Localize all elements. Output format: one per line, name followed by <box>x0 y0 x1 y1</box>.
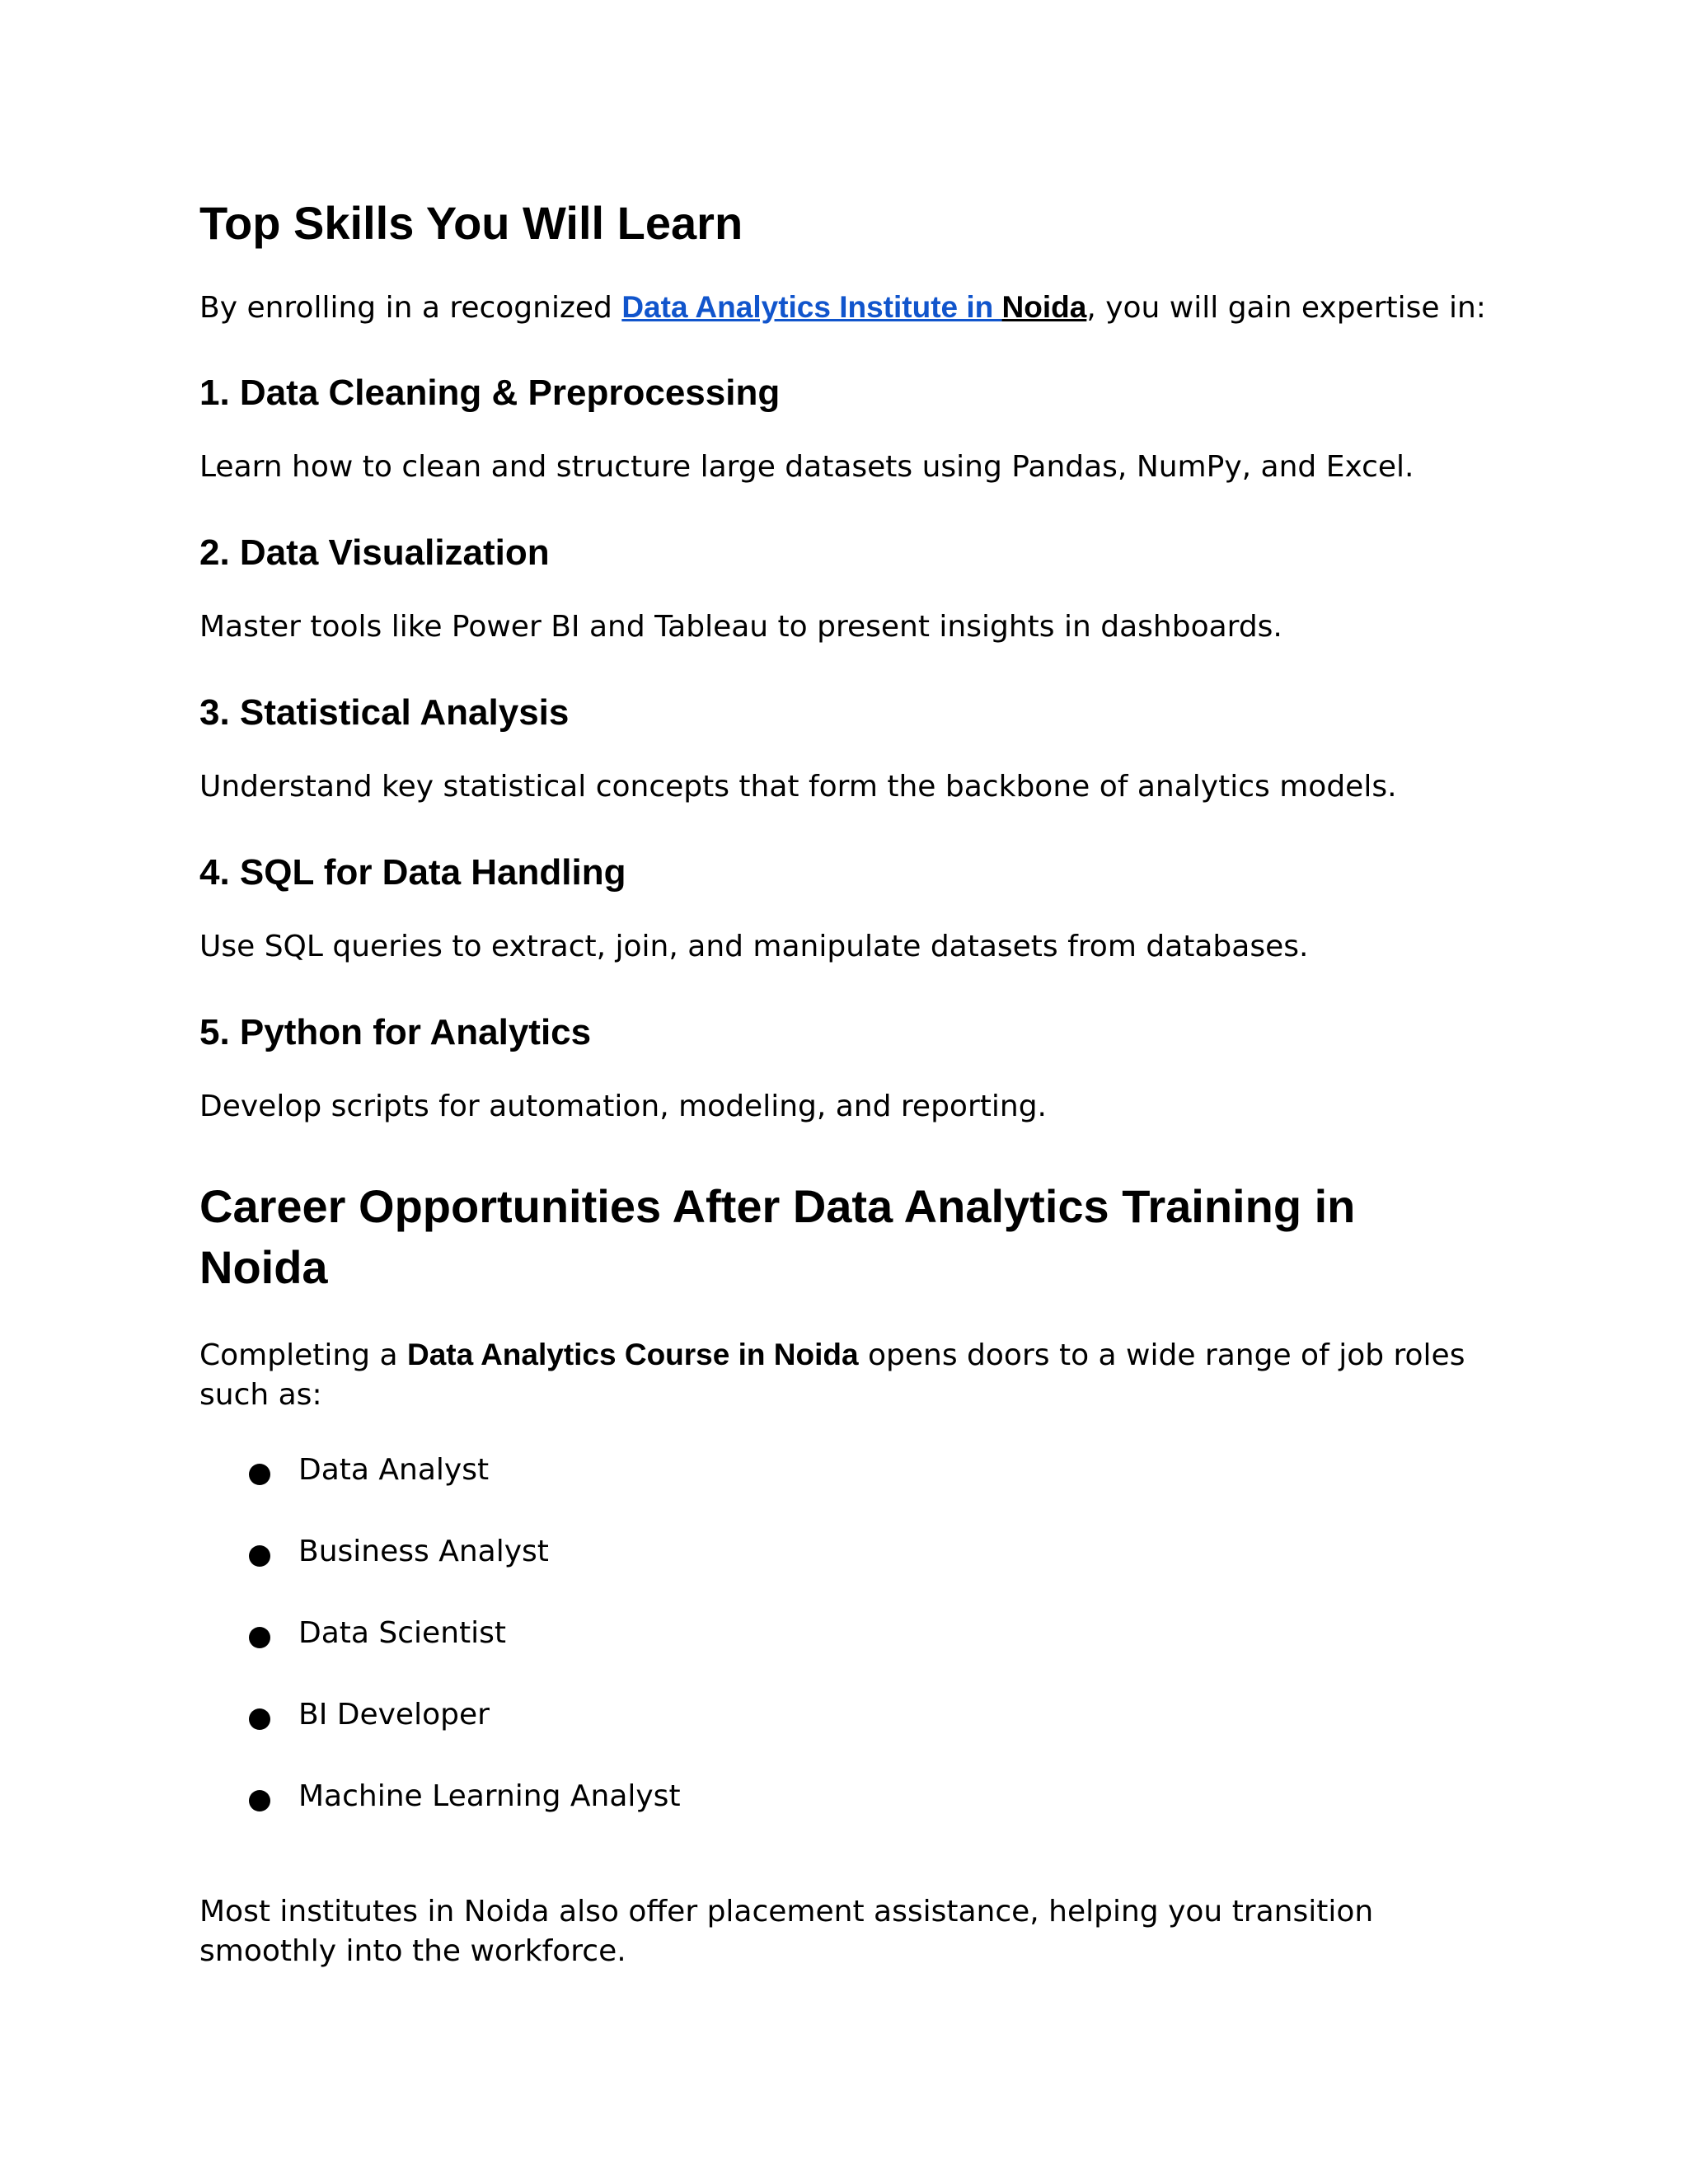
skills-intro-paragraph <box>199 288 1485 328</box>
skill-description: Use SQL queries to extract, join, and manipulate datasets from databases. <box>199 930 1309 963</box>
institute-link[interactable]: Data Analytics Institute in <box>621 290 1002 324</box>
course-name-bold: Data Analytics Course in Noida <box>406 1338 859 1371</box>
skills-intro-text-before: By enrolling in a recognized <box>199 291 622 325</box>
skill-description: Understand key statistical concepts that form the backbone of analytics models. <box>199 770 1397 804</box>
job-role: Machine Learning Analyst <box>298 1779 681 1813</box>
skill-heading: 5. Python for Analytics <box>199 1012 592 1052</box>
bullet-icon <box>249 1627 270 1648</box>
skill-heading: 2. Data Visualization <box>199 532 550 573</box>
skill-description: Develop scripts for automation, modeling, and reporting. <box>199 1090 1047 1123</box>
bullet-icon <box>249 1790 270 1811</box>
skill-heading: 4. SQL for Data Handling <box>199 852 626 893</box>
careers-intro-paragraph <box>199 1335 1485 1415</box>
job-role: Data Analyst <box>298 1453 490 1487</box>
skill-description: Master tools like Power BI and Tableau to present insights in dashboards. <box>199 610 1282 644</box>
careers-intro-text-before: Completing a <box>199 1338 407 1372</box>
skill-description: Learn how to clean and structure large datasets using Pandas, NumPy, and Excel. <box>199 450 1414 484</box>
bullet-icon <box>249 1545 270 1567</box>
institute-link-tail[interactable]: Noida <box>1001 290 1087 324</box>
job-role: Business Analyst <box>298 1535 549 1568</box>
closing-paragraph: Most institutes in Noida also offer placement assistance, helping you transition smoothly into the workforce. <box>199 1895 1374 1968</box>
skill-heading: 3. Statistical Analysis <box>199 692 570 733</box>
skill-heading: 1. Data Cleaning & Preprocessing <box>199 373 781 413</box>
section-title-careers: Career Opportunities After Data Analytics Training in Noida <box>199 1180 1356 1293</box>
bullet-icon <box>249 1708 270 1730</box>
skills-intro-text-after: , you will gain expertise in: <box>1086 291 1486 325</box>
bullet-icon <box>249 1464 270 1485</box>
section-title-skills: Top Skills You Will Learn <box>199 197 743 249</box>
job-role: Data Scientist <box>298 1616 506 1650</box>
careers-intro-text-after: opens doors to a wide range of job roles such as: <box>199 1338 1465 1412</box>
job-role: BI Developer <box>298 1698 490 1732</box>
